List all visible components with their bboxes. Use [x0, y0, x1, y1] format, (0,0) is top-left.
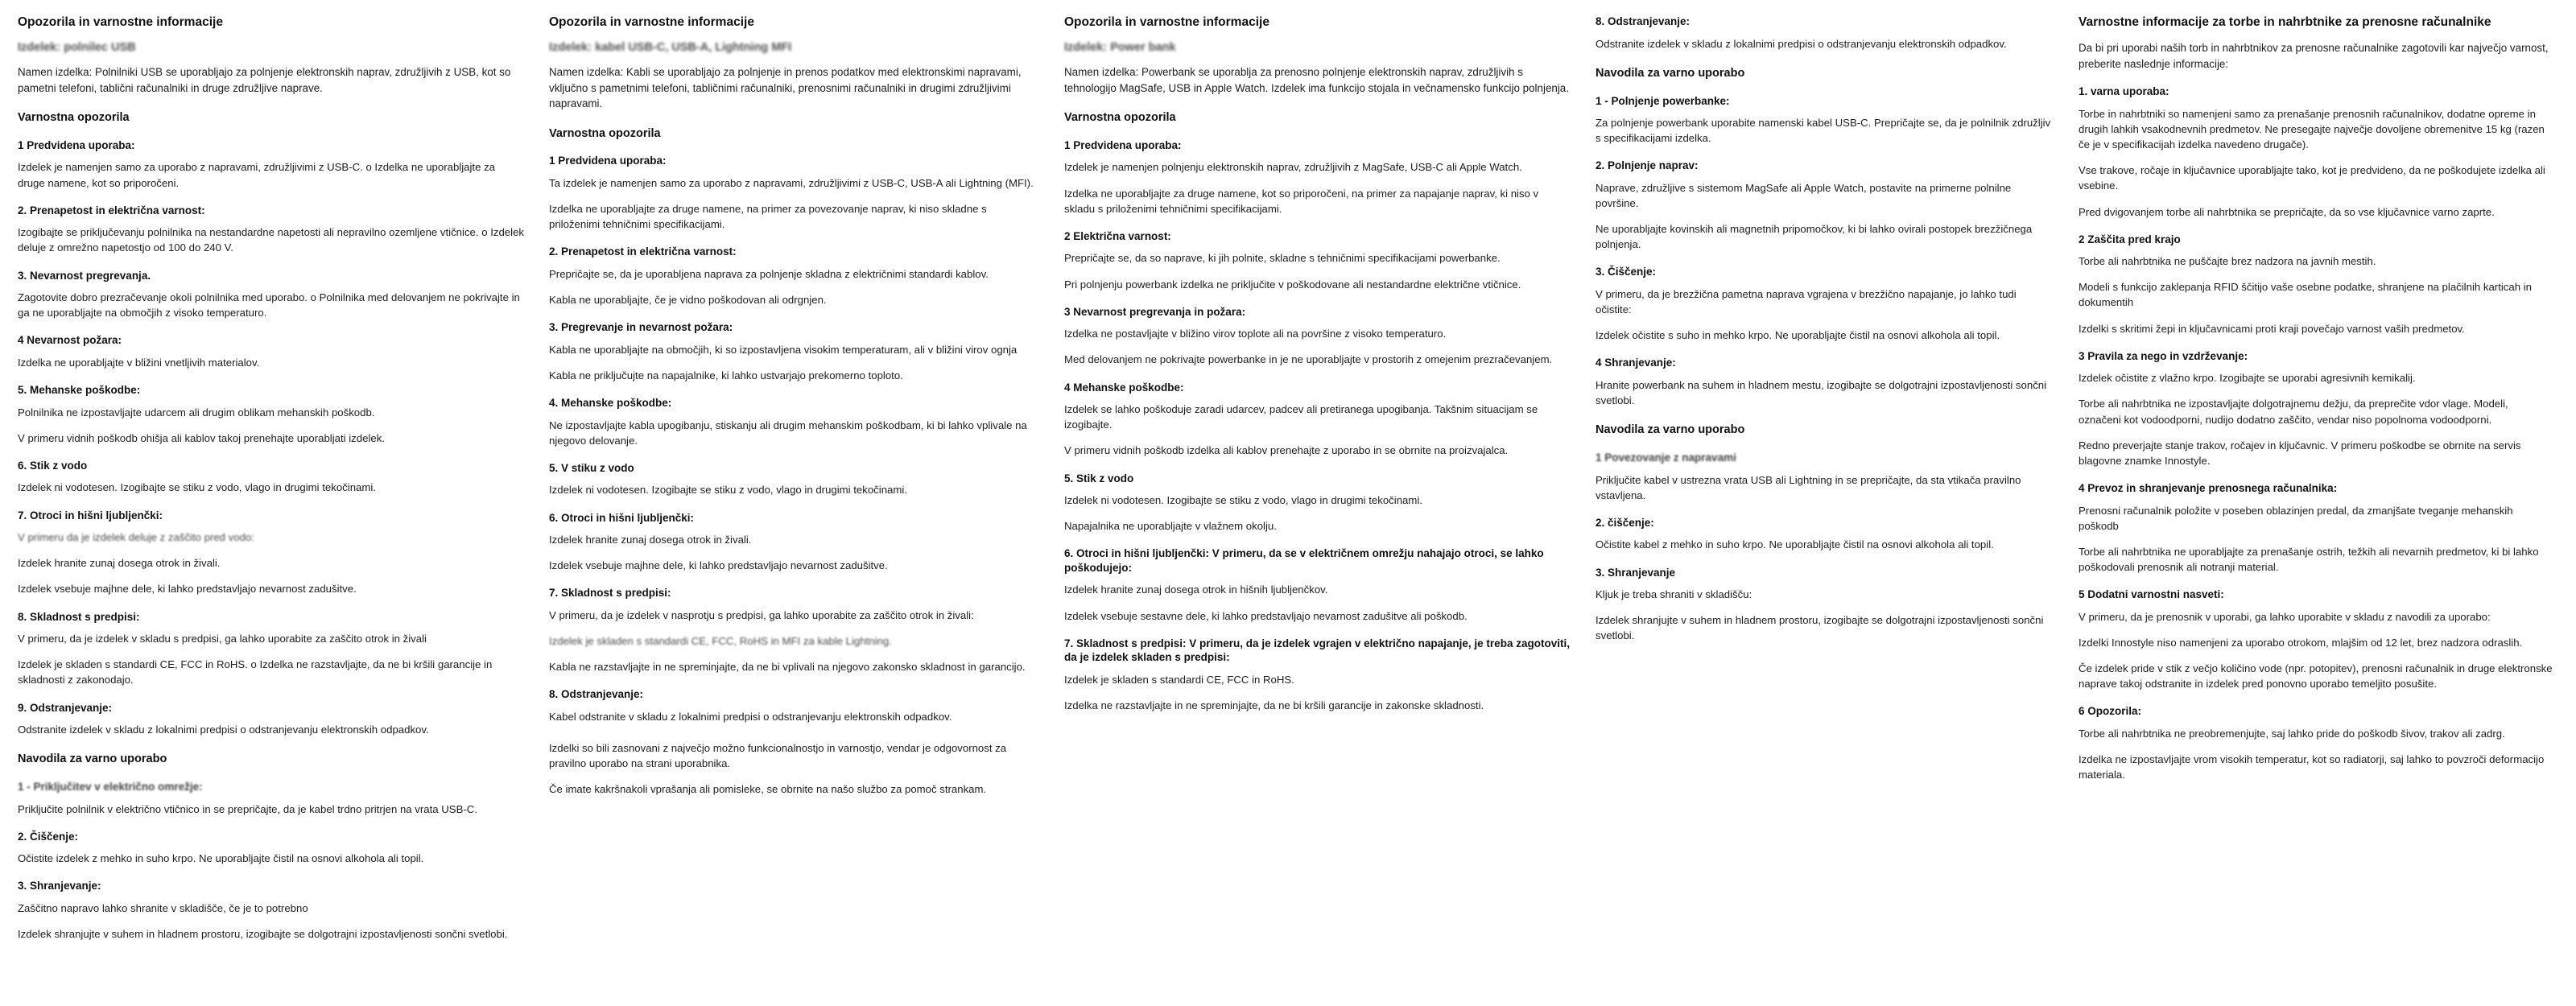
item-text: Modeli s funkcijo zaklepanja RFID ščitijo vaše osebne podatke, shranjene na plačilnih karticah in dokumentih	[2079, 281, 2532, 309]
item-title: 5. Mehanske poškodbe:	[18, 384, 141, 397]
item-text: Izdelek je namenjen polnjenju elektronskih naprav, združljivih z MagSafe, USB-C ali Apple Watch.	[1064, 161, 1522, 174]
column-cable	[543, 14, 1058, 807]
item-text: Izdelka ne izpostavljajte vrom visokih temperatur, kot so radiatorji, saj lahko to povzroči deformacijo materiala.	[2079, 752, 2545, 781]
item-text: Izdelek je skladen s standardi CE, FCC, RoHS in MFI za kable Lightning.	[549, 635, 892, 648]
section-heading: Opozorila in varnostne informacije	[18, 15, 223, 29]
item-title: 3 Pravila za nego in vzdrževanje:	[2079, 349, 2248, 362]
item-title: 3. Pregrevanje in nevarnost požara:	[549, 321, 733, 334]
item-text: Izogibajte se priključevanju polnilnika na nestandardne napetosti ali nepravilno ozemljene vtičnice. o Izdelek deluje z omrežno napetostjo od 100 do 240 V.	[18, 226, 524, 254]
item-text: Torbe ali nahrbtnika ne izpostavljajte dolgotrajnemu dežju, da preprečite vdor vlage. Modeli, označeni kot vodoodporni, nudijo dodatno zaščito, vendar niso popolnoma vodoodporni.	[2079, 398, 2508, 426]
usage-item-title: 1 - Polnjenje powerbanke:	[1596, 94, 1730, 107]
item-title: 7. Otroci in hišni ljubljenčki:	[18, 509, 163, 522]
item-title: 2 Električna varnost:	[1064, 229, 1171, 242]
item-title: 4 Prevoz in shranjevanje prenosnega računalnika:	[2079, 482, 2338, 494]
item-text: Torbe ali nahrbtnika ne preobremenjujte, saj lahko pride do poškodb šivov, trakov ali zadrg.	[2079, 727, 2505, 740]
item-text: Torbe ali nahrbtnika ne puščajte brez nadzora na javnih mestih.	[2079, 255, 2376, 268]
item-text: Izdelek ni vodotesen. Izogibajte se stiku z vodo, vlago in drugimi tekočinami.	[1064, 494, 1422, 507]
item-text: Polnilnika ne izpostavljajte udarcem ali drugim oblikam mehanskih poškodb.	[18, 406, 375, 418]
item-title: 5. Stik z vodo	[1064, 472, 1134, 484]
item-text: Izdelki s skritimi žepi in ključavnicami proti kraji povečajo varnost vaših predmetov.	[2079, 322, 2465, 335]
item-text: Izdelek vsebuje sestavne dele, ki lahko predstavljajo nevarnost zadušitve ali poškodb.	[1064, 609, 1468, 622]
item-text: Napajalnika ne uporabljajte v vlažnem okolju.	[1064, 520, 1277, 533]
item-text: Ne izpostavljajte kabla upogibanju, stiskanju ali drugim mehanskim poškodbam, ki bi lahko vplivale na njegovo delovanje.	[549, 418, 1027, 447]
usage-item-text: Zaščitno napravo lahko shranite v skladišče, če je to potrebno	[18, 902, 308, 915]
column-powerbank-usage	[1589, 14, 2072, 654]
item-text: Med delovanjem ne pokrivajte powerbanke in je ne uporabljajte v prostorih z omejenim prezračevanjem.	[1064, 353, 1553, 366]
item-text: Vse trakove, ročaje in ključavnice uporabljajte tako, kot je predvideno, da ne poškodujete izdelka ali vsebine.	[2079, 164, 2545, 192]
usage-heading-secondary: Navodila za varno uporabo	[1596, 423, 1745, 437]
item-title: 1 Predvidena uporaba:	[1064, 138, 1182, 151]
intro-text: Namen izdelka: Kabli se uporabljajo za polnjenje in prenos podatkov med elektronskimi napravami, vključno s pametnimi telefoni, tabličnimi računalniki, prenosnimi računalniki in drugimi združljivimi napravami.	[549, 66, 1022, 110]
item-text: Izdelka ne uporabljajte v bližini vnetljivih materialov.	[18, 356, 260, 369]
item-title: 7. Skladnost s predpisi: V primeru, da je izdelek vgrajen v električno napajanje, je treba zagotoviti, da je izdelek skladen s predpisi:	[1064, 637, 1570, 664]
usage-item-title: 3. Čiščenje:	[1596, 266, 1657, 278]
item-text: Kabla ne uporabljajte, če je vidno poškodovan ali odrgnjen.	[549, 294, 827, 307]
item-text: Kabla ne razstavljajte in ne spreminjajte, da ne bi vplivali na njegovo zakonsko skladnost in garancijo.	[549, 661, 1026, 674]
usage-item-text: V primeru, da je brezžična pametna naprava vgrajena v brezžično napajanje, jo lahko tudi očistite:	[1596, 288, 2017, 316]
item-text: Kabel odstranite v skladu z lokalnimi predpisi o odstranjevanju elektronskih odpadkov.	[549, 710, 952, 723]
item-text: Torbe ali nahrbtnika ne uporabljajte za prenašanje ostrih, težkih ali nevarnih predmetov, ki bi lahko poškodovali prenosnik ali notranji material.	[2079, 545, 2539, 573]
item-text: Prenosni računalnik položite v poseben oblazinjen predal, da zmanjšate tveganje mehanskih poškodb	[2079, 504, 2513, 532]
item-text: V primeru vidnih poškodb ohišja ali kablov takoj prenehajte uporabljati izdelek.	[18, 431, 385, 444]
usage-item-text: Za polnjenje powerbank uporabite namenski kabel USB-C. Prepričajte se, da je polnilnik združljiv s specifikacijami izdelka.	[1596, 117, 2051, 145]
column-usb-charger	[11, 14, 543, 952]
product-line: Izdelek: kabel USB-C, USB-A, Lightning MFI	[549, 41, 792, 55]
item-text: Izdelek je skladen s standardi CE, FCC in RoHS. o Izdelka ne razstavljajte, da ne bi kršili garancije in skladnosti z zakonodajo.	[18, 658, 493, 686]
section-heading: Opozorila in varnostne informacije	[1064, 15, 1269, 29]
item-text: V primeru, da je prenosnik v uporabi, ga lahko uporabite v skladu z navodili za uporabo:	[2079, 610, 2491, 623]
item-text: Pri polnjenju powerbank izdelka ne priključite v poškodovane ali nestandardne električne vtičnice.	[1064, 278, 1521, 291]
intro-text: Da bi pri uporabi naših torb in nahrbtnikov za prenosne računalnike zagotovili kar največjo varnost, preberite naslednje informacije:	[2079, 42, 2549, 70]
usage-item-title: 3. Shranjevanje	[1596, 566, 1676, 579]
usage-item-title: 1 Povezovanje z napravami	[1596, 451, 1736, 464]
item-text: Odstranite izdelek v skladu z lokalnimi predpisi o odstranjevanju elektronskih odpadkov.	[18, 724, 429, 736]
usage-item-text: Kljuk je treba shraniti v skladišču:	[1596, 588, 1752, 601]
item-text: Kabla ne uporabljajte na območjih, ki so izpostavljena visokim temperaturam, ali v bližini virov ognja	[549, 343, 1018, 356]
item-text: Redno preverjajte stanje trakov, ročajev in ključavnic. V primeru poškodbe se obrnite na servis blagovne znamke Innostyle.	[2079, 439, 2521, 467]
item-text: V primeru, da je izdelek v nasprotju s predpisi, ga lahko uporabite za zaščito otrok in živali:	[549, 608, 974, 621]
item-text: Če izdelek pride v stik z večjo količino vode (npr. potopitev), prenosni računalnik in druge elektronske naprave takoj odstranite in izdelek pred ponovno uporabo temeljito posušite.	[2079, 662, 2553, 691]
item-title: 2. Prenapetost in električna varnost:	[549, 245, 737, 258]
item-title: 9. Odstranjevanje:	[18, 701, 113, 714]
warnings-heading: Varnostna opozorila	[18, 111, 130, 125]
item-text: Izdelek hranite zunaj dosega otrok in hišnih ljubljenčkov.	[1064, 583, 1328, 596]
usage-item-title: 2. Polnjenje naprav:	[1596, 159, 1699, 172]
usage-item-title: 3. Shranjevanje:	[18, 880, 101, 893]
usage-item-text: Očistite kabel z mehko in suho krpo. Ne uporabljajte čistil na osnovi alkohola ali topil.	[1596, 538, 1994, 551]
item-title: 8. Odstranjevanje:	[549, 688, 644, 701]
item-title: 2 Zaščita pred krajo	[2079, 233, 2181, 245]
item-text: Prepričajte se, da je uporabljena naprava za polnjenje skladna z električnimi standardi kablov.	[549, 267, 989, 280]
item-title: 5. V stiku z vodo	[549, 461, 634, 474]
usage-heading: Navodila za varno uporabo	[1596, 66, 1745, 80]
item-text: Torbe in nahrbtniki so namenjeni samo za prenašanje prenosnih računalnikov, dodatne opreme in drugih lahkih vsakodnevnih predmetov. Ne presegajte največje dovoljene obremenitve 15 kg (razen če je v specifikacijah izdelka navedeno drugače).	[2079, 107, 2545, 151]
footer-note: Če imate kakršnakoli vprašanja ali pomisleke, se obrnite na našo službo za pomoč strankam.	[549, 783, 987, 796]
item-title: 4 Mehanske poškodbe:	[1064, 381, 1184, 394]
item-title: 8. Odstranjevanje:	[1596, 15, 1690, 27]
item-title: 4 Nevarnost požara:	[18, 334, 122, 347]
item-title: 6. Otroci in hišni ljubljenčki: V primeru, da se v električnem omrežju nahajajo otroci, se lahko poškodujejo:	[1064, 547, 1544, 574]
item-title: 4. Mehanske poškodbe:	[549, 397, 672, 409]
item-title: 7. Skladnost s predpisi:	[549, 587, 671, 600]
item-text: Izdelek je skladen s standardi CE, FCC in RoHS.	[1064, 673, 1294, 686]
section-heading: Varnostne informacije za torbe in nahrbtnike za prenosne računalnike	[2079, 15, 2491, 29]
item-title: 5 Dodatni varnostni nasveti:	[2079, 588, 2224, 601]
item-text: Izdelek ni vodotesen. Izogibajte se stiku z vodo, vlago in drugimi tekočinami.	[18, 481, 376, 494]
warnings-heading: Varnostna opozorila	[549, 126, 661, 140]
usage-item-text: Izdelek shranjujte v suhem in hladnem prostoru, izogibajte se dolgotrajni izpostavljenosti sončni svetlobi.	[1596, 614, 2044, 642]
footer-note: Izdelki so bili zasnovani z največjo možno funkcionalnostjo in varnostjo, vendar je odgovornost za pravilno uporabo na strani uporabnika.	[549, 742, 1007, 770]
usage-heading: Navodila za varno uporabo	[18, 752, 167, 766]
item-text: Izdelek hranite zunaj dosega otrok in živali.	[18, 557, 221, 570]
item-text: Izdelek je namenjen samo za uporabo z napravami, združljivimi z USB-C. o Izdelka ne uporabljajte za druge namene, kot so priporočeni.	[18, 161, 495, 189]
usage-item-text: Izdelek shranjujte v suhem in hladnem prostoru, izogibajte se dolgotrajni izpostavljenosti sončni svetlobi.	[18, 928, 508, 941]
item-text: Izdelek se lahko poškoduje zaradi udarcev, padcev ali pretiranega upogibanja. Takšnim situacijam se izogibajte.	[1064, 403, 1538, 431]
item-text: V primeru, da je izdelek v skladu s predpisi, ga lahko uporabite za zaščito otrok in živali	[18, 633, 427, 645]
item-text: Izdelek ni vodotesen. Izogibajte se stiku z vodo, vlago in drugimi tekočinami.	[549, 484, 907, 497]
item-text: Prepričajte se, da so naprave, ki jih polnite, skladne s tehničnimi specifikacijami powerbanke.	[1064, 252, 1501, 265]
usage-item-text: Hranite powerbank na suhem in hladnem mestu, izogibajte se dolgotrajni izpostavljenosti sončni svetlobi.	[1596, 378, 2047, 407]
item-title: 3. Nevarnost pregrevanja.	[18, 269, 151, 282]
item-title: 8. Skladnost s predpisi:	[18, 610, 140, 623]
product-line: Izdelek: polnilec USB	[18, 41, 136, 55]
item-text: Izdelki Innostyle niso namenjeni za uporabo otrokom, mlajšim od 12 let, brez nadzora odraslih.	[2079, 636, 2523, 649]
product-line: Izdelek: Power bank	[1064, 41, 1176, 55]
usage-item-title: 2. čiščenje:	[1596, 516, 1654, 529]
usage-item-title: 1 - Priključitev v električno omrežje:	[18, 781, 203, 794]
usage-item-text: Izdelek očistite s suho in mehko krpo. Ne uporabljajte čistil na osnovi alkohola ali topil.	[1596, 329, 2000, 342]
item-text: Kabla ne priključujte na napajalnike, ki lahko ustvarjajo prekomerno toploto.	[549, 369, 903, 381]
column-powerbank	[1058, 14, 1589, 724]
intro-text: Namen izdelka: Polnilniki USB se uporabljajo za polnjenje elektronskih naprav, združljivih z USB, kot so pametni telefoni, tablični računalniki in druge združljive naprave.	[18, 66, 511, 94]
item-text: Izdelek očistite z vlažno krpo. Izogibajte se uporabi agresivnih kemikalij.	[2079, 372, 2416, 385]
item-text: Izdelek hranite zunaj dosega otrok in živali.	[549, 534, 752, 546]
item-text: Izdelka ne razstavljajte in ne spreminjajte, da ne bi kršili garancije in zakonske skladnosti.	[1064, 699, 1484, 711]
item-title: 6 Opozorila:	[2079, 705, 2142, 718]
usage-item-text: Ne uporabljajte kovinskih ali magnetnih pripomočkov, ki bi lahko ovirali postopek brezžičnega polnjenja.	[1596, 223, 2033, 251]
item-title: 6. Otroci in hišni ljubljenčki:	[549, 511, 695, 524]
usage-item-text: Priključite kabel v ustrezna vrata USB ali Lightning in se prepričajte, da sta vtikača pravilno vstavljena.	[1596, 473, 2021, 501]
item-title: 6. Stik z vodo	[18, 459, 88, 472]
usage-item-text: Očistite izdelek z mehko in suho krpo. Ne uporabljajte čistil na osnovi alkohola ali topil.	[18, 852, 424, 865]
column-backpacks	[2072, 14, 2571, 793]
item-text: Pred dvigovanjem torbe ali nahrbtnika se prepričajte, da so vse ključavnice varno zaprte.	[2079, 205, 2495, 218]
item-text: Odstranite izdelek v skladu z lokalnimi predpisi o odstranjevanju elektronskih odpadkov.	[1596, 37, 2007, 50]
usage-item-text: Naprave, združljive s sistemom MagSafe ali Apple Watch, postavite na primerne polnilne površine.	[1596, 181, 2012, 210]
item-title: 3 Nevarnost pregrevanja in požara:	[1064, 305, 1246, 318]
item-text: Ta izdelek je namenjen samo za uporabo z napravami, združljivimi z USB-C, USB-A ali Lightning (MFI).	[549, 176, 1034, 189]
item-text: V primeru da je izdelek deluje z zaščito pred vodo:	[18, 531, 254, 544]
warnings-heading: Varnostna opozorila	[1064, 111, 1176, 125]
item-text: Izdelek vsebuje majhne dele, ki lahko predstavljajo nevarnost zadušitve.	[549, 559, 888, 572]
item-text: Izdelek vsebuje majhne dele, ki lahko predstavljajo nevarnost zadušitve.	[18, 583, 357, 596]
item-text: Izdelka ne postavljajte v bližino virov toplote ali na površine z visoko temperaturo.	[1064, 328, 1447, 340]
item-title: 2. Prenapetost in električna varnost:	[18, 204, 205, 216]
item-text: Zagotovite dobro prezračevanje okoli polnilnika med uporabo. o Polnilnika med delovanjem ne pokrivajte in ga ne uporabljajte na območjih z visoko temperaturo.	[18, 291, 520, 320]
item-text: V primeru vidnih poškodb izdelka ali kablov prenehajte z uporabo in se obrnite na proizvajalca.	[1064, 444, 1509, 457]
section-heading: Opozorila in varnostne informacije	[549, 15, 754, 29]
usage-item-text: Priključite polnilnik v električno vtičnico in se prepričajte, da je kabel trdno pritrjen na vrata USB-C.	[18, 802, 477, 815]
usage-item-title: 2. Čiščenje:	[18, 830, 79, 843]
intro-text: Namen izdelka: Powerbank se uporablja za prenosno polnjenje elektronskih naprav, združljivih s tehnologijo MagSafe, USB in Apple Watch. Izdelek ima funkcijo stojala in večnamensko funkcijo polnjenja.	[1064, 66, 1569, 94]
usage-item-title: 4 Shranjevanje:	[1596, 357, 1676, 369]
item-title: 1. varna uporaba:	[2079, 85, 2169, 98]
item-text: Izdelka ne uporabljajte za druge namene, kot so priporočeni, na primer za napajanje naprav, ki niso v skladu s priloženimi tehničnimi specifikacijami.	[1064, 187, 1539, 215]
item-title: 1 Predvidena uporaba:	[18, 138, 135, 151]
item-text: Izdelka ne uporabljajte za druge namene, na primer za povezovanje naprav, ki niso skladne s priloženimi tehničnimi specifikacijami.	[549, 203, 987, 231]
item-title: 1 Predvidena uporaba:	[549, 155, 667, 167]
